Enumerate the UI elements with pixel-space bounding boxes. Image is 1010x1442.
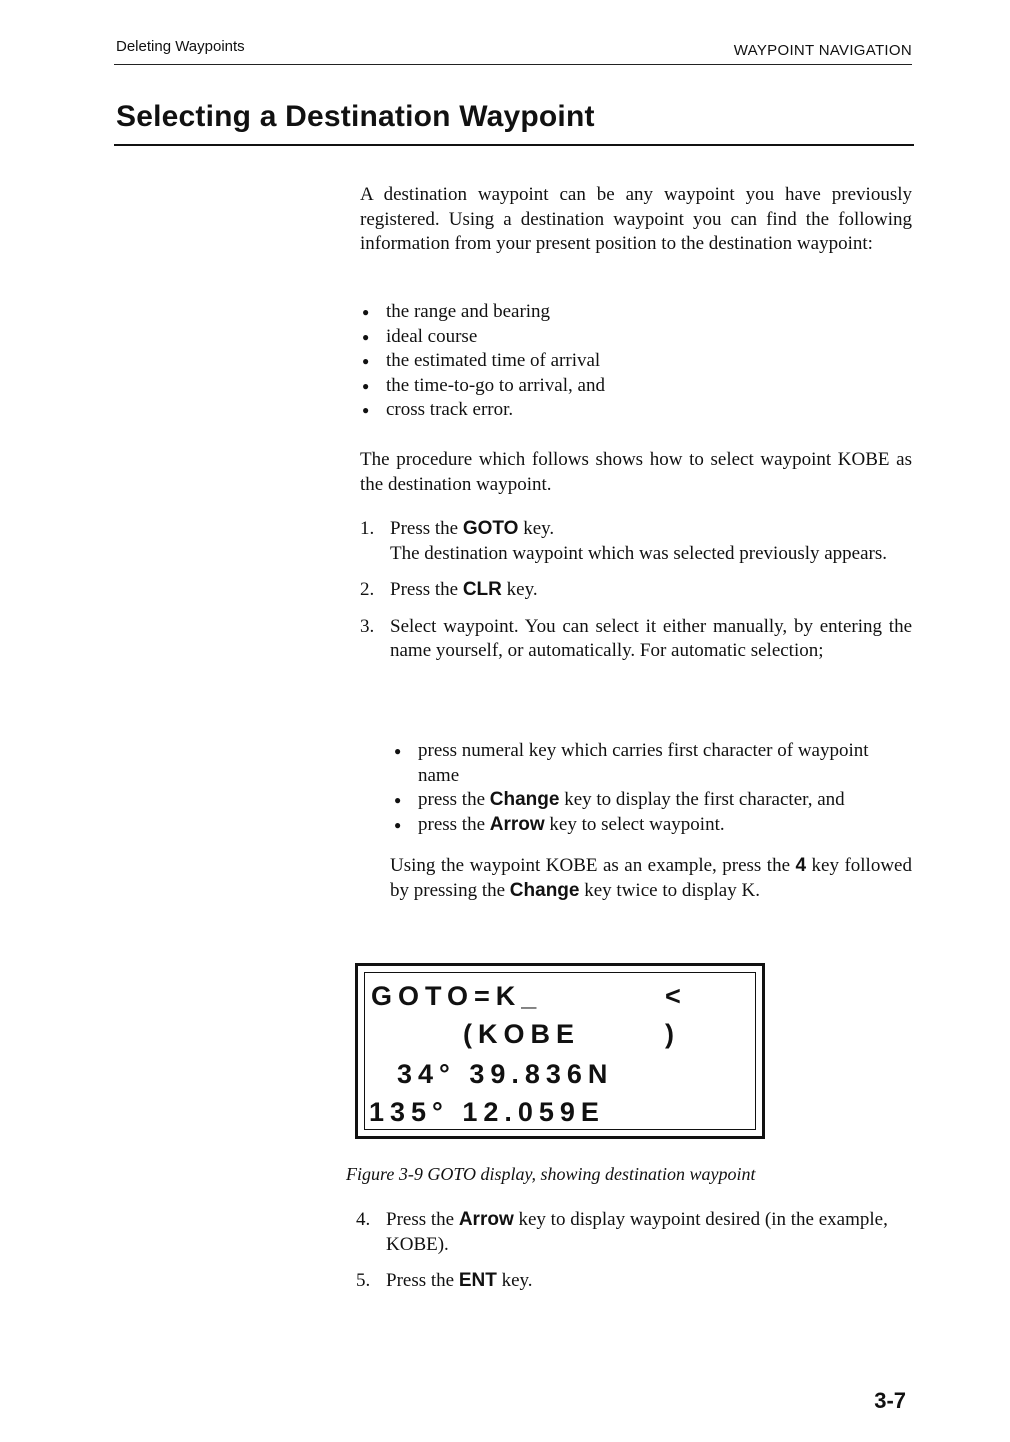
auto-list-block	[392, 739, 912, 837]
info-list-block	[360, 300, 912, 423]
step-text: Press the ENT key.	[386, 1270, 533, 1291]
step-item	[360, 615, 912, 664]
step-item	[360, 517, 912, 566]
title-rule	[114, 144, 914, 146]
procedure-intro: The procedure which follows shows how to select waypoint KOBE as the destination waypoint.	[360, 449, 912, 495]
step-text: Press the GOTO key.	[390, 518, 555, 539]
goto-lcd-display	[355, 963, 765, 1139]
lcd-line-goto: GOTO=K_	[371, 981, 543, 1011]
list-item: ● press the Change key to display the first character, and	[392, 788, 912, 813]
step-number: 3.	[360, 615, 375, 637]
key-name: Change	[509, 879, 580, 901]
list-item: ● the range and bearing	[360, 300, 912, 325]
key-name: 4	[795, 855, 807, 876]
key-name: CLR	[462, 579, 502, 600]
lcd-cursor-mark: <	[665, 981, 687, 1011]
page-number: 3-7	[874, 1388, 906, 1413]
key-name: ENT	[458, 1270, 497, 1291]
steps-block	[360, 517, 912, 664]
lcd-line-longitude: 135° 12.059E	[369, 1097, 605, 1127]
intro-block	[360, 183, 912, 257]
page-title: Selecting a Destination Waypoint	[116, 100, 595, 133]
step-item	[360, 578, 912, 603]
step-item	[356, 1269, 912, 1294]
step-number: 1.	[360, 518, 375, 539]
lcd-close-paren: )	[665, 1019, 680, 1049]
example-paragraph: Using the waypoint KOBE as an example, press the 4 key followed by pressing the Change key twice to display K.	[390, 855, 912, 901]
list-item: ● ideal course	[360, 325, 912, 350]
key-name: Arrow	[458, 1209, 514, 1230]
steps-list	[360, 517, 912, 664]
step-number: 4.	[356, 1209, 371, 1230]
intro-paragraph: A destination waypoint can be any waypoint you have previously registered. Using a destination waypoint you can find the following information from your present position to the destination waypoint:	[360, 184, 912, 254]
key-name: Change	[489, 789, 560, 810]
steps-after-block	[356, 1208, 912, 1294]
step-number: 2.	[360, 579, 375, 600]
step-text: Press the Arrow key to display waypoint desired (in the example, KOBE).	[386, 1209, 888, 1255]
header-section-label: Deleting Waypoints	[116, 38, 245, 55]
step-text: Select waypoint. You can select it either manually, by entering the name yourself, or automatically. For automatic selection;	[390, 615, 912, 661]
procedure-intro-block	[360, 448, 912, 497]
list-item: ● press numeral key which carries first character of waypoint name	[392, 739, 912, 788]
key-name: GOTO	[462, 518, 519, 539]
lcd-line-name: (KOBE	[463, 1019, 580, 1049]
header-rule	[114, 64, 912, 65]
step-number: 5.	[356, 1270, 371, 1291]
header-chapter-label: WAYPOINT NAVIGATION	[733, 42, 912, 59]
key-name: Arrow	[489, 813, 545, 835]
lcd-line-latitude: 34° 39.836N	[397, 1059, 614, 1089]
lcd-screen	[364, 972, 756, 1130]
list-item: ● the estimated time of arrival	[360, 349, 912, 374]
example-block	[390, 854, 912, 903]
auto-select-list	[392, 739, 912, 837]
list-item: ● the time-to-go to arrival, and	[360, 374, 912, 399]
list-item: ● press the Arrow key to select waypoint.	[392, 813, 912, 838]
step-detail: The destination waypoint which was selected previously appears.	[390, 542, 888, 564]
steps-list	[356, 1208, 912, 1294]
list-item: ● cross track error.	[360, 398, 912, 423]
info-list	[360, 300, 912, 423]
step-item	[356, 1208, 912, 1257]
figure-caption: Figure 3-9 GOTO display, showing destination waypoint	[346, 1164, 756, 1184]
step-text: Press the CLR key.	[390, 579, 538, 600]
